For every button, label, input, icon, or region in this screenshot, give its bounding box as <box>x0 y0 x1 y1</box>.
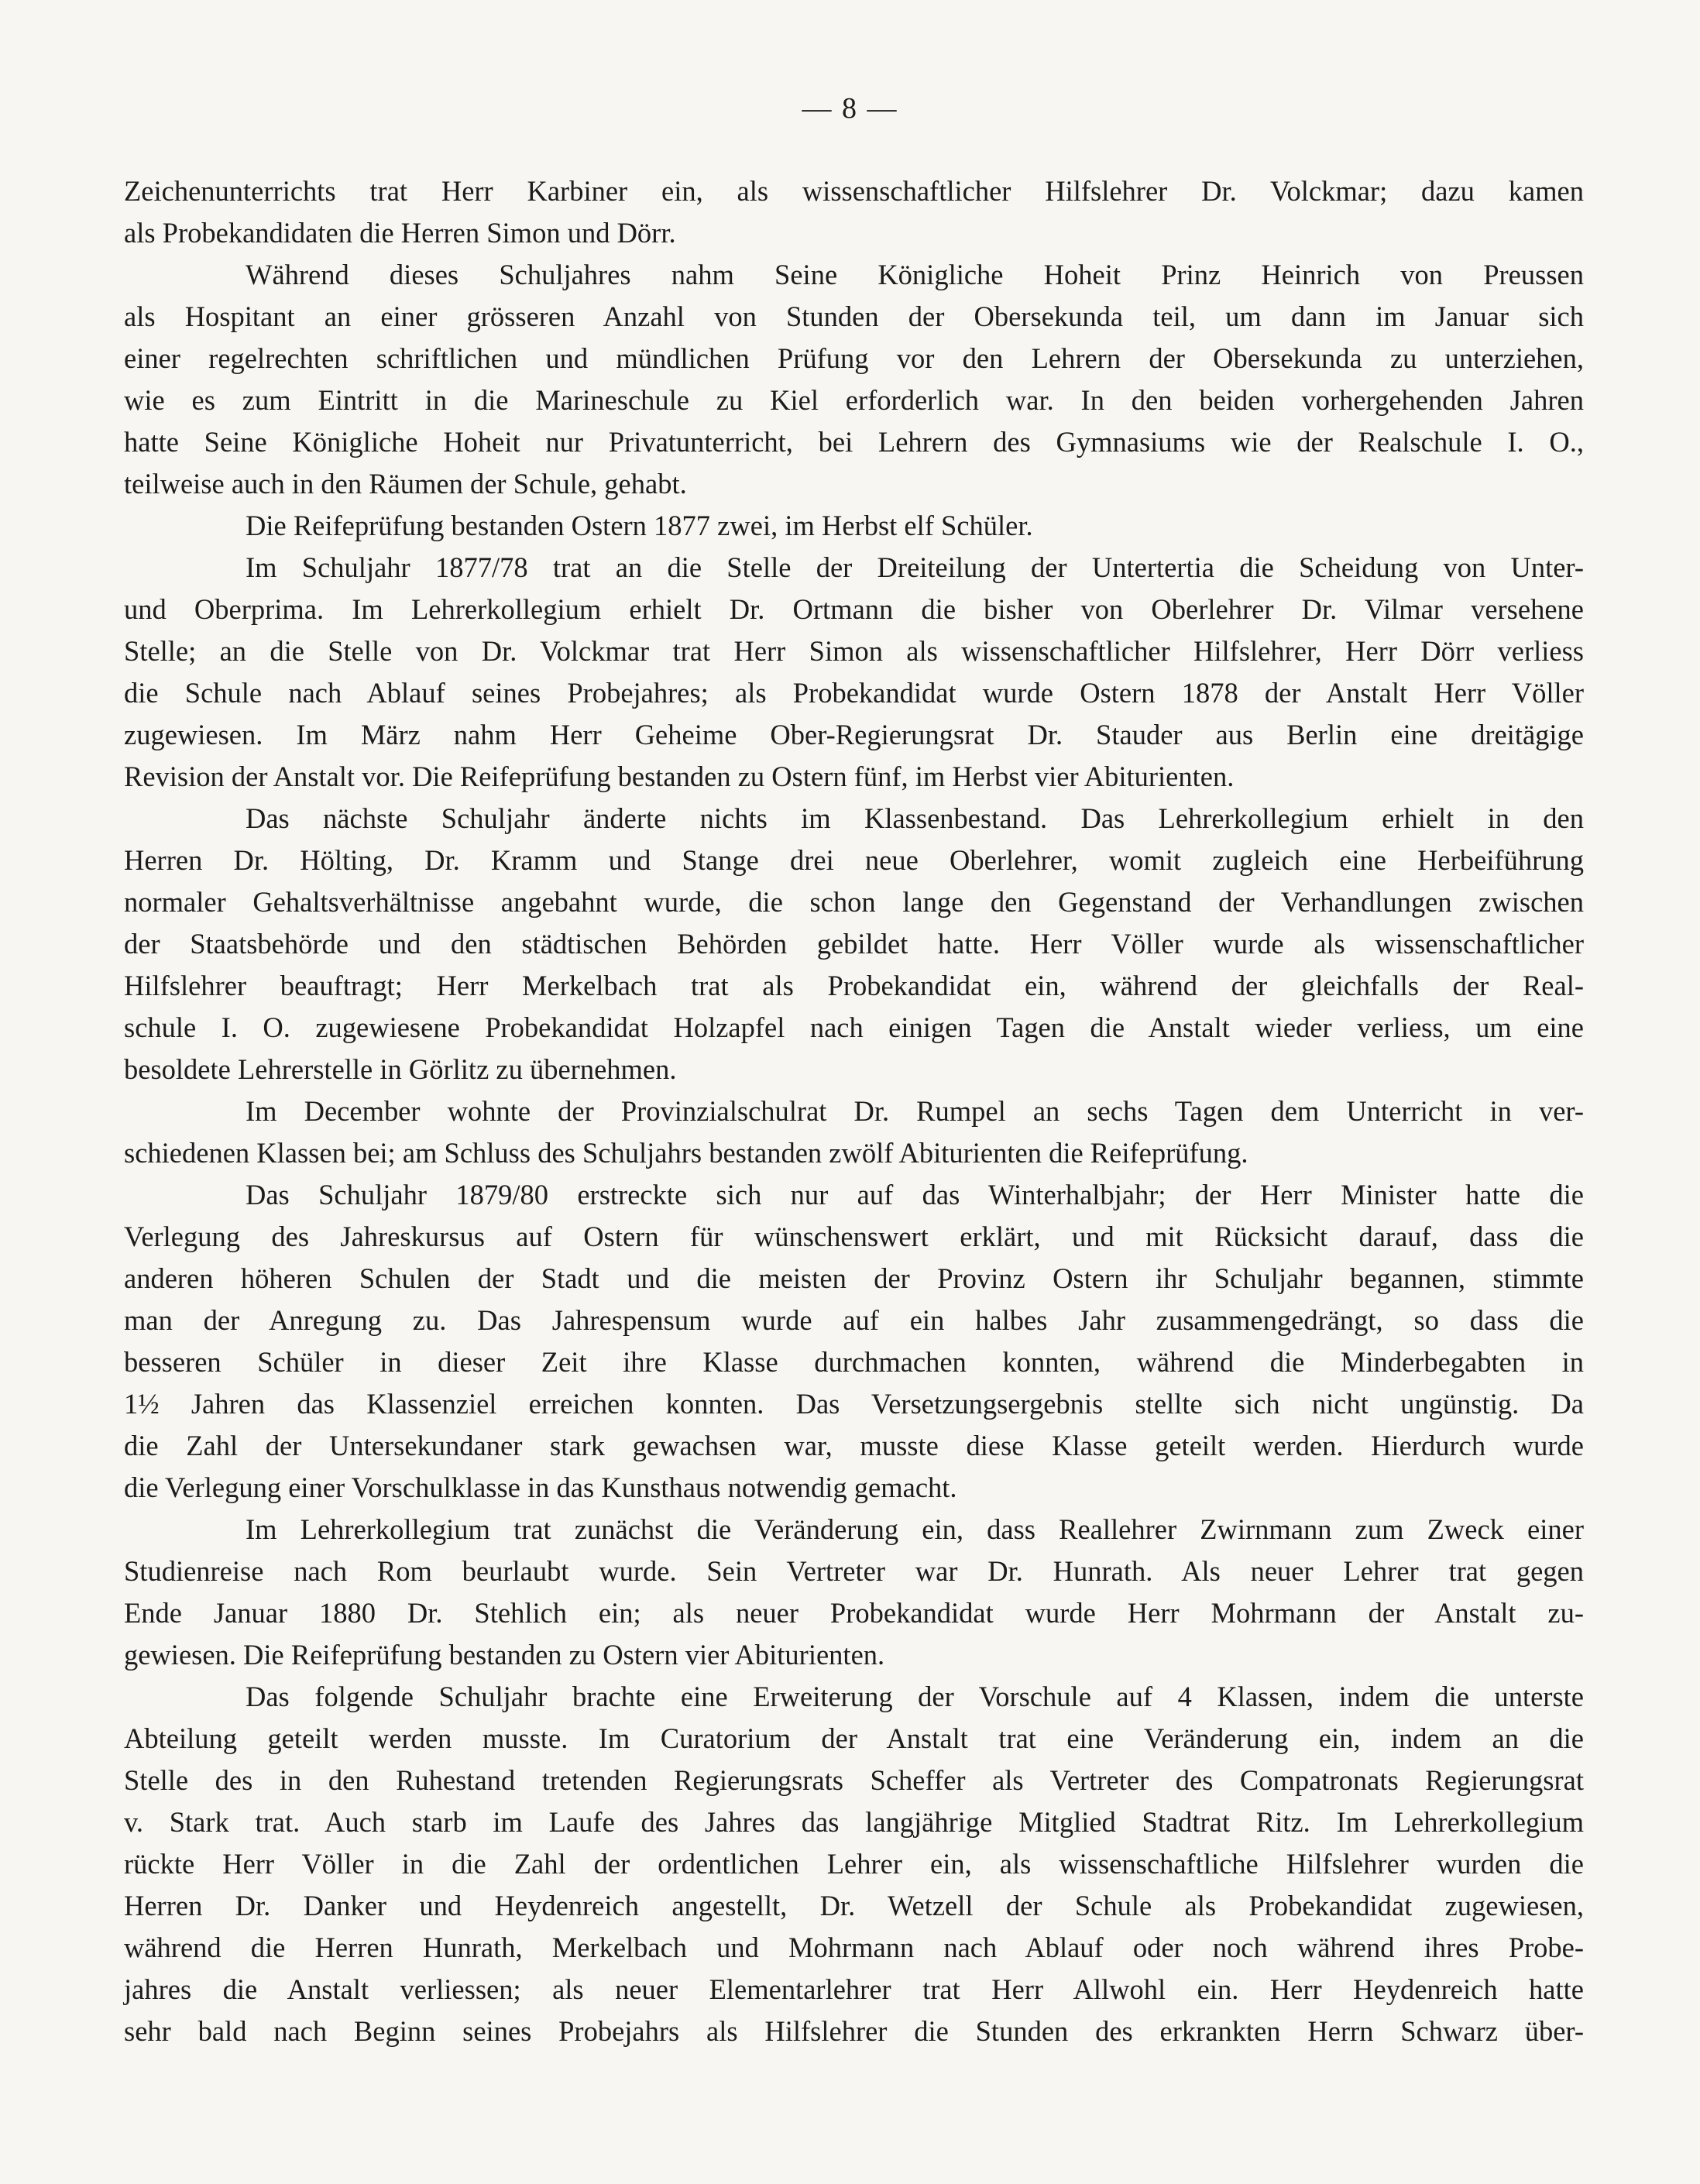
text-line: und Oberprima. Im Lehrerkollegium erhielt Dr. Ortmann die bisher von Oberlehrer Dr. Vilmar versehene <box>124 593 1584 625</box>
text-line: anderen höheren Schulen der Stadt und die meisten der Provinz Ostern ihr Schuljahr begannen, stimmte <box>124 1262 1584 1294</box>
body-text <box>124 170 1584 2052</box>
text-line: zugewiesen. Im März nahm Herr Geheime Ober-Regierungsrat Dr. Stauder aus Berlin eine dreitägige <box>124 719 1584 750</box>
text-line: Das nächste Schuljahr änderte nichts im Klassenbestand. Das Lehrerkollegium erhielt in den <box>246 802 1584 834</box>
text-line: man der Anregung zu. Das Jahrespensum wurde auf ein halbes Jahr zusammengedrängt, so dass die <box>124 1304 1584 1336</box>
text-line: als Probekandidaten die Herren Simon und Dörr. <box>124 217 676 249</box>
text-line: die Zahl der Untersekundaner stark gewachsen war, musste diese Klasse geteilt werden. Hierdurch wurde <box>124 1430 1584 1461</box>
text-line: Zeichenunterrichts trat Herr Karbiner ein, als wissenschaftlicher Hilfslehrer Dr. Volckmar; dazu kamen <box>124 175 1584 207</box>
page-number: — 8 — <box>802 92 898 125</box>
text-line: die Verlegung einer Vorschulklasse in das Kunsthaus notwendig gemacht. <box>124 1471 957 1503</box>
text-line: einer regelrechten schriftlichen und mündlichen Prüfung vor den Lehrern der Obersekunda zu unterziehen, <box>124 342 1584 374</box>
text-line: als Hospitant an einer grösseren Anzahl von Stunden der Obersekunda teil, um dann im Januar sich <box>124 300 1584 332</box>
text-line: sehr bald nach Beginn seines Probejahrs als Hilfslehrer die Stunden des erkrankten Herrn Schwarz über- <box>124 2015 1584 2047</box>
text-line: Stelle des in den Ruhestand tretenden Regierungsrats Scheffer als Vertreter des Compatronats Regierungsrat <box>124 1764 1584 1796</box>
text-line: schule I. O. zugewiesene Probekandidat Holzapfel nach einigen Tagen die Anstalt wieder verliess, um eine <box>124 1011 1584 1043</box>
text-line: besoldete Lehrerstelle in Görlitz zu übernehmen. <box>124 1053 677 1085</box>
text-line: Stelle; an die Stelle von Dr. Volckmar trat Herr Simon als wissenschaftlicher Hilfslehrer, Herr Dörr verliess <box>124 635 1584 667</box>
text-line: Während dieses Schuljahres nahm Seine Königliche Hoheit Prinz Heinrich von Preussen <box>246 259 1584 290</box>
text-line: Ende Januar 1880 Dr. Stehlich ein; als neuer Probekandidat wurde Herr Mohrmann der Anstalt zu- <box>124 1597 1584 1629</box>
text-line: der Staatsbehörde und den städtischen Behörden gebildet hatte. Herr Völler wurde als wissenschaftlicher <box>124 928 1584 960</box>
text-line: Im Lehrerkollegium trat zunächst die Veränderung ein, dass Reallehrer Zwirnmann zum Zweck einer <box>246 1513 1584 1545</box>
text-line: Revision der Anstalt vor. Die Reifeprüfung bestanden zu Ostern fünf, im Herbst vier Abiturienten. <box>124 761 1235 792</box>
text-line: v. Stark trat. Auch starb im Laufe des Jahres das langjährige Mitglied Stadtrat Ritz. Im Lehrerkollegium <box>124 1806 1584 1838</box>
text-line: 1½ Jahren das Klassenziel erreichen konnten. Das Versetzungsergebnis stellte sich nicht ungünstig. Da <box>124 1388 1584 1420</box>
text-line: schiedenen Klassen bei; am Schluss des Schuljahrs bestanden zwölf Abiturienten die Reifeprüfung. <box>124 1137 1248 1169</box>
text-line: die Schule nach Ablauf seines Probejahres; als Probekandidat wurde Ostern 1878 der Anstalt Herr Völler <box>124 677 1584 709</box>
text-line: Das Schuljahr 1879/80 erstreckte sich nur auf das Winterhalbjahr; der Herr Minister hatte die <box>246 1179 1584 1210</box>
text-line: Das folgende Schuljahr brachte eine Erweiterung der Vorschule auf 4 Klassen, indem die unterste <box>246 1681 1584 1712</box>
text-line: wie es zum Eintritt in die Marineschule zu Kiel erforderlich war. In den beiden vorhergehenden Jahren <box>124 384 1584 416</box>
text-line: rückte Herr Völler in die Zahl der ordentlichen Lehrer ein, als wissenschaftliche Hilfslehrer wurden die <box>124 1848 1584 1880</box>
text-line: gewiesen. Die Reifeprüfung bestanden zu Ostern vier Abiturienten. <box>124 1639 885 1671</box>
text-line: Herren Dr. Danker und Heydenreich angestellt, Dr. Wetzell der Schule als Probekandidat zugewiesen, <box>124 1890 1584 1921</box>
text-line: Herren Dr. Hölting, Dr. Kramm und Stange drei neue Oberlehrer, womit zugleich eine Herbeiführung <box>124 844 1584 876</box>
text-line: normaler Gehaltsverhältnisse angebahnt wurde, die schon lange den Gegenstand der Verhandlungen zwischen <box>124 886 1584 918</box>
text-line: Abteilung geteilt werden musste. Im Curatorium der Anstalt trat eine Veränderung ein, indem an die <box>124 1722 1584 1754</box>
text-line: Im Schuljahr 1877/78 trat an die Stelle der Dreiteilung der Untertertia die Scheidung von Unter- <box>246 551 1584 583</box>
text-line: Im December wohnte der Provinzialschulrat Dr. Rumpel an sechs Tagen dem Unterricht in ver- <box>246 1095 1584 1127</box>
text-line: Verlegung des Jahreskursus auf Ostern für wünschenswert erklärt, und mit Rücksicht darauf, dass die <box>124 1221 1584 1252</box>
text-line: besseren Schüler in dieser Zeit ihre Klasse durchmachen konnten, während die Minderbegabten in <box>124 1346 1584 1378</box>
text-line: jahres die Anstalt verliessen; als neuer Elementarlehrer trat Herr Allwohl ein. Herr Heydenreich hatte <box>124 1973 1584 2005</box>
text-line: während die Herren Hunrath, Merkelbach und Mohrmann nach Ablauf oder noch während ihres Probe- <box>124 1932 1584 1963</box>
text-line: Studienreise nach Rom beurlaubt wurde. Sein Vertreter war Dr. Hunrath. Als neuer Lehrer trat gegen <box>124 1555 1584 1587</box>
text-line: Hilfslehrer beauftragt; Herr Merkelbach trat als Probekandidat ein, während der gleichfalls der Real- <box>124 970 1584 1001</box>
text-line: teilweise auch in den Räumen der Schule, gehabt. <box>124 468 687 500</box>
text-line: Die Reifeprüfung bestanden Ostern 1877 zwei, im Herbst elf Schüler. <box>246 510 1033 541</box>
text-line: hatte Seine Königliche Hoheit nur Privatunterricht, bei Lehrern des Gymnasiums wie der Realschule I. O., <box>124 426 1584 458</box>
